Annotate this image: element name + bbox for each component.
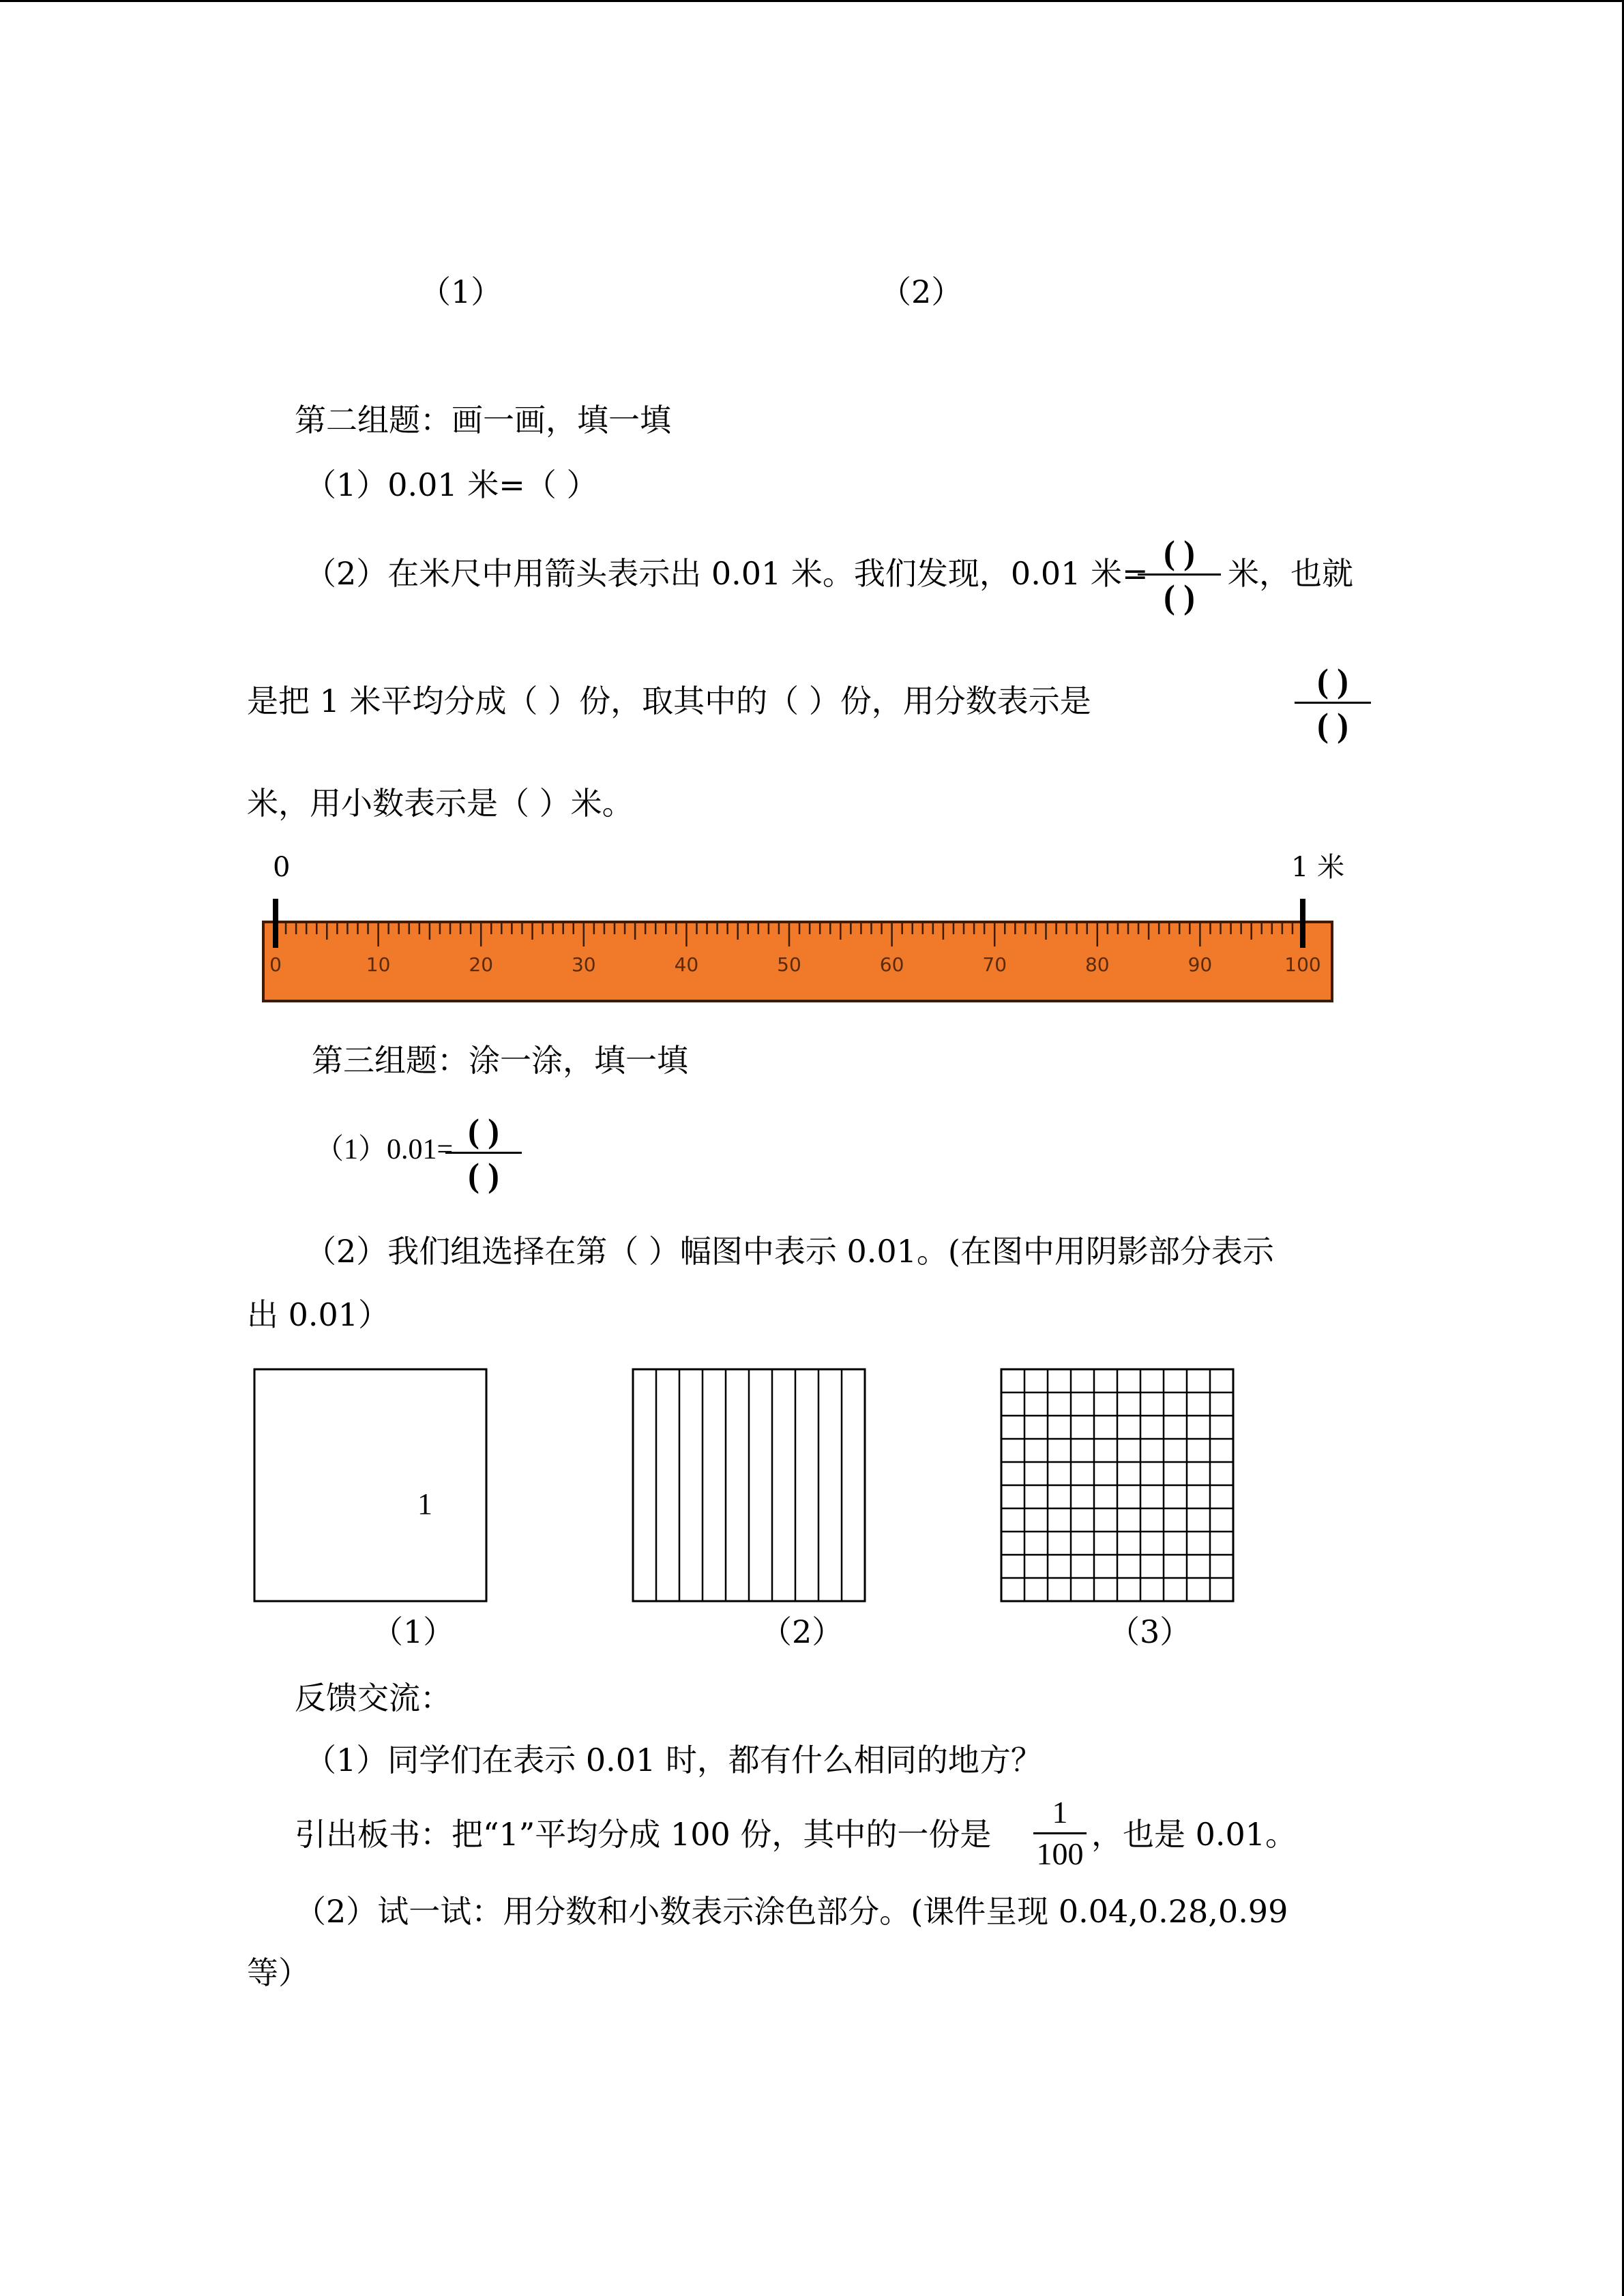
group3-heading: 第三组题：涂一涂，填一填	[312, 1042, 688, 1079]
fraction-bar	[445, 1152, 522, 1154]
ruler-tick-label: 10	[366, 953, 391, 976]
fraction-one-hundredth	[1033, 1797, 1087, 1870]
ruler-tick-label: 100	[1284, 953, 1321, 976]
square-caption-2: （2）	[761, 1613, 844, 1650]
ruler-start-label: 0	[273, 852, 291, 883]
ruler-tick-label: 30	[571, 953, 596, 976]
square-tenths[interactable]	[631, 1367, 870, 1606]
ruler-tick-label: 20	[469, 953, 494, 976]
group2-question-2-line3: 米，用小数表示是（ ）米。	[247, 785, 634, 822]
fraction-numerator: ( )	[1164, 533, 1195, 571]
ruler-tick-label: 90	[1187, 953, 1213, 976]
group3-question-1: （1）0.01=	[315, 1134, 454, 1165]
fraction-numerator: ( )	[468, 1112, 499, 1150]
ruler-tick-label: 0	[269, 953, 282, 976]
feedback-question-2-line1: （2）试一试：用分数和小数表示涂色部分。(课件呈现 0.04,0.28,0.99	[295, 1893, 1288, 1930]
blank-fraction-1	[1138, 535, 1221, 614]
ruler-tick-label: 50	[777, 953, 801, 976]
group3-question-2-line2: 出 0.01）	[247, 1296, 390, 1333]
ruler-end-label: 1 米	[1291, 852, 1345, 883]
fraction-bar	[1138, 573, 1221, 576]
fraction-denominator: ( )	[468, 1156, 499, 1194]
square-caption-3: （3）	[1108, 1613, 1192, 1650]
figure-caption-2: （2）	[880, 273, 963, 310]
square-one-label: 1	[417, 1487, 432, 1521]
group2-question-2-line1-end: 米，也就	[1228, 555, 1353, 592]
blank-fraction-3	[445, 1114, 522, 1192]
group3-question-2-line1: （2）我们组选择在第（ ）幅图中表示 0.01。(在图中用阴影部分表示	[305, 1233, 1274, 1270]
square-caption-1: （1）	[372, 1613, 455, 1650]
fraction-denominator: ( )	[1317, 706, 1348, 744]
figure-caption-1: （1）	[419, 273, 503, 310]
fraction-numerator: 1	[1052, 1795, 1068, 1830]
fraction-denominator: ( )	[1164, 578, 1195, 616]
page-top-border	[0, 0, 1624, 2]
square-hundredths[interactable]	[999, 1367, 1238, 1606]
fraction-numerator: ( )	[1317, 661, 1348, 700]
fraction-denominator: 100	[1036, 1836, 1084, 1871]
fraction-bar	[1295, 702, 1371, 704]
blank-fraction-2	[1295, 661, 1371, 744]
ruler-tick-label: 80	[1084, 953, 1110, 976]
feedback-heading: 反馈交流：	[295, 1680, 452, 1716]
square-whole[interactable]	[252, 1367, 491, 1606]
feedback-question-1: （1）同学们在表示 0.01 时，都有什么相同的地方？	[305, 1742, 1042, 1778]
ruler-tick-label: 40	[674, 953, 699, 976]
fraction-bar	[1033, 1832, 1087, 1834]
feedback-board-text-end: ，也是 0.01。	[1091, 1816, 1297, 1853]
ruler-tick-label: 70	[982, 953, 1007, 976]
group2-heading: 第二组题：画一画，填一填	[295, 402, 671, 438]
feedback-question-2-line2: 等）	[247, 1954, 310, 1991]
group2-question-2-line2: 是把 1 米平均分成（ ）份，取其中的（ ）份，用分数表示是	[247, 683, 1091, 719]
feedback-board-text: 引出板书：把“1”平均分成 100 份，其中的一份是	[295, 1816, 992, 1853]
square-whole-outline	[254, 1369, 486, 1601]
ruler-tick-label: 60	[879, 953, 904, 976]
meter-ruler[interactable]	[259, 886, 1337, 1009]
group2-question-2-line1: （2）在米尺中用箭头表示出 0.01 米。我们发现，0.01 米=	[305, 555, 1149, 592]
group2-question-1: （1）0.01 米=（ ）	[305, 466, 598, 503]
